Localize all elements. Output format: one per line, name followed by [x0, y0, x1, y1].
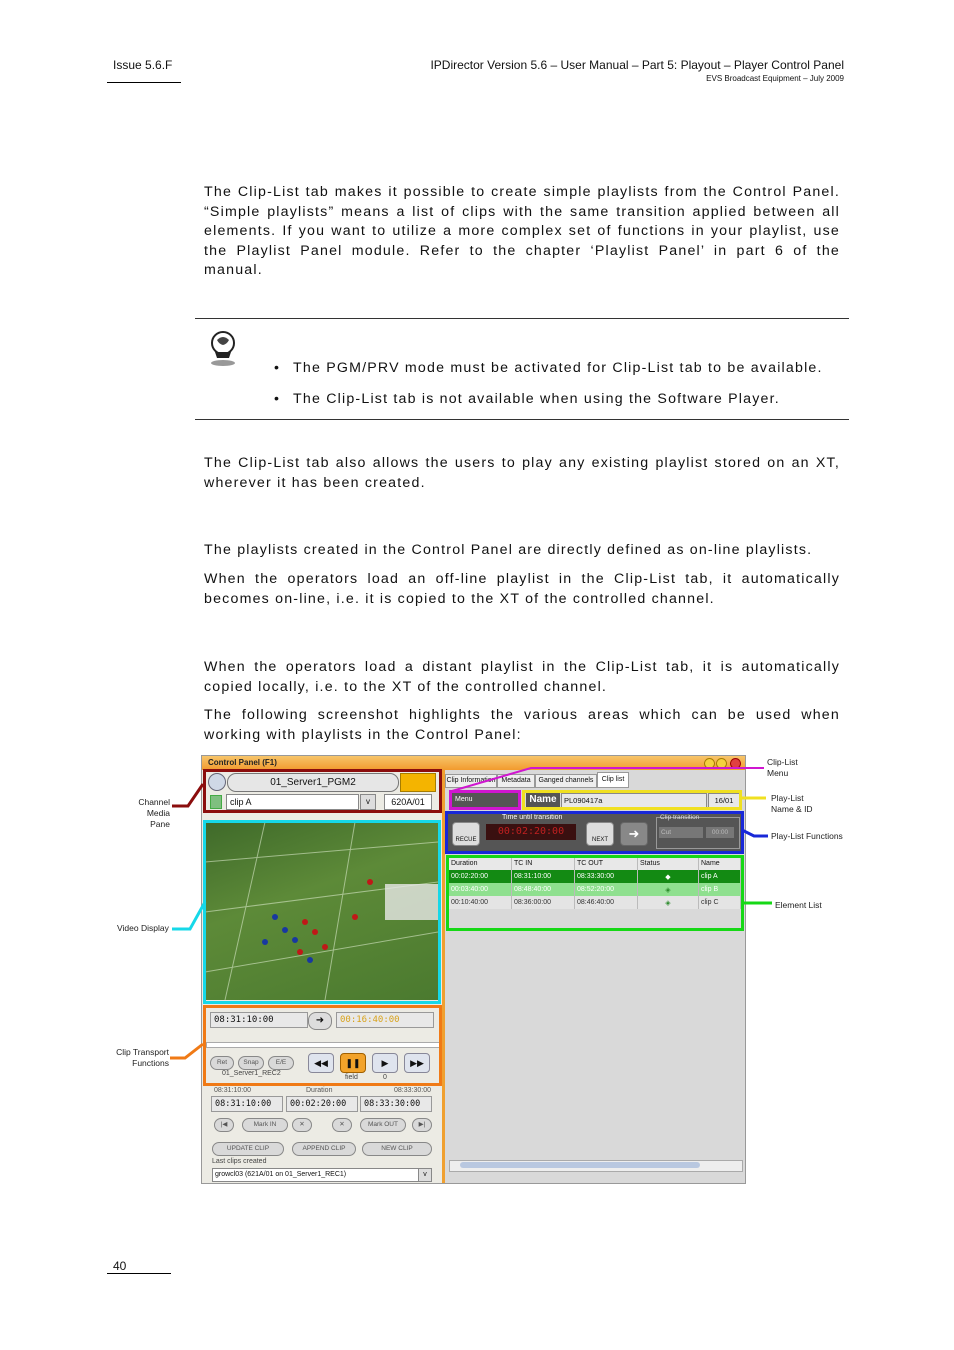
callout-video-display: Video Display: [117, 923, 169, 933]
row-name: clip A: [699, 870, 741, 883]
play-icon[interactable]: ▶: [372, 1053, 398, 1073]
current-timecode: 08:31:10:00: [210, 1012, 308, 1028]
snap-button[interactable]: Snap: [238, 1056, 264, 1070]
next-button[interactable]: NEXT: [586, 822, 614, 846]
out-tc-label: 08:33:30:00: [394, 1087, 431, 1094]
field-value: 0: [383, 1074, 387, 1081]
callout-clip-list-menu: Clip-List Menu: [767, 757, 798, 778]
last-clips-label: Last clips created: [212, 1158, 267, 1165]
column-name[interactable]: Name: [699, 857, 741, 870]
time-until-transition: 00:02:20:00: [486, 824, 576, 840]
clip-dropdown-icon[interactable]: v: [360, 794, 376, 810]
mark-in-button[interactable]: Mark IN: [242, 1118, 288, 1132]
tab-clip-information[interactable]: Clip Information: [445, 774, 497, 788]
callout-element-list: Element List: [775, 900, 822, 910]
out-timecode[interactable]: 08:33:30:00: [360, 1096, 432, 1112]
ret-button[interactable]: Ret: [210, 1056, 234, 1070]
column-status[interactable]: Status: [638, 857, 699, 870]
channel-name[interactable]: 01_Server1_PGM2: [227, 773, 399, 792]
column-duration[interactable]: Duration: [449, 857, 512, 870]
fast-forward-icon[interactable]: ▶▶: [404, 1053, 430, 1073]
callout-line-functions: [742, 830, 768, 836]
row-tc-out: 08:52:20:00: [575, 883, 638, 896]
clear-in-icon[interactable]: ✕: [292, 1118, 312, 1132]
paragraph-distant-playlist: When the operators load a distant playlist in the Clip-List tab, it is automatically copied locally, i.e. to the XT of the controlled channel.: [204, 659, 840, 695]
update-clip-button[interactable]: UPDATE CLIP: [212, 1142, 284, 1156]
document-title: IPDirector Version 5.6 – User Manual – Part 5: Playout – Player Control Panel: [430, 58, 844, 72]
clip-transition-select[interactable]: Cut: [659, 827, 703, 838]
tab-metadata[interactable]: Metadata: [497, 774, 535, 788]
row-duration: 00:03:40:00: [449, 883, 512, 896]
paragraph-screenshot-intro: The following screenshot highlights the various areas which can be used when working with playlists in the Control Panel:: [204, 707, 840, 743]
callout-line-channel: [172, 784, 203, 806]
column-tc-in[interactable]: TC IN: [512, 857, 575, 870]
goto-out-icon[interactable]: ▶|: [412, 1118, 432, 1132]
clip-transition-label: Clip transition: [660, 814, 700, 821]
callout-line-video: [172, 902, 205, 929]
clip-name-field[interactable]: clip A: [226, 794, 359, 810]
clip-id-field: 620A/01: [384, 794, 432, 810]
tab-clip-list[interactable]: Clip list: [597, 772, 629, 788]
last-clip-dropdown-icon[interactable]: v: [418, 1168, 432, 1182]
duration-label: Duration: [306, 1087, 333, 1094]
remaining-timecode: 00:16:40:00: [336, 1012, 434, 1028]
column-tc-out[interactable]: TC OUT: [575, 857, 638, 870]
callout-clip-transport: Clip Transport Functions: [116, 1047, 169, 1068]
footer-rule: [107, 1273, 171, 1274]
new-clip-button[interactable]: NEW CLIP: [362, 1142, 432, 1156]
row-duration: 00:02:20:00: [449, 870, 512, 883]
row-duration: 00:10:40:00: [449, 896, 512, 909]
mark-out-button[interactable]: Mark OUT: [360, 1118, 406, 1132]
append-clip-button[interactable]: APPEND CLIP: [292, 1142, 356, 1156]
paragraph-existing-playlist: The Clip-List tab also allows the users to play any existing playlist stored on an XT, wherever it has been created.: [204, 455, 840, 491]
row-name: clip C: [699, 896, 741, 909]
callout-playlist-name-id: Play-List Name & ID: [771, 793, 813, 814]
time-until-transition-label: Time until transition: [502, 814, 563, 821]
row-tc-out: 08:46:40:00: [575, 896, 638, 909]
field-label: field: [345, 1074, 358, 1081]
recue-button[interactable]: RECUE: [452, 822, 480, 846]
status-loaded-icon: ◈: [638, 883, 699, 896]
note-bullet-2: • The Clip-List tab is not available when using the Software Player.: [276, 391, 780, 407]
clear-out-icon[interactable]: ✕: [332, 1118, 352, 1132]
note-bullet-1: • The PGM/PRV mode must be activated for Clip-List tab to be available.: [276, 360, 823, 376]
playlist-id-field: 16/01: [708, 793, 740, 808]
paragraph-online-playlists: The playlists created in the Control Panel are directly defined as on-line playlists.: [204, 542, 813, 558]
next-arrow-icon[interactable]: ➜: [620, 822, 648, 846]
row-name: clip B: [699, 883, 741, 896]
duration-timecode[interactable]: 00:02:20:00: [286, 1096, 358, 1112]
row-tc-in: 08:48:40:00: [512, 883, 575, 896]
in-tc-label: 08:31:10:00: [214, 1087, 251, 1094]
rewind-icon[interactable]: ◀◀: [308, 1053, 334, 1073]
paragraph-intro: The Clip-List tab makes it possible to create simple playlists from the Control Panel. “Simple playlists” means a list of clips with the same transition applied between all elements. If you want to utilize a more complex set of functions in your playlist, use the Playlist Panel module. Refer to the chapter ‘Playlist Panel’ in part 6 of the manual.: [204, 184, 840, 278]
callout-line-transport: [170, 1044, 203, 1058]
row-tc-in: 08:31:10:00: [512, 870, 575, 883]
row-tc-in: 08:36:00:00: [512, 896, 575, 909]
callout-line-menu: [452, 768, 764, 791]
menu-button[interactable]: Menu: [451, 792, 519, 808]
playlist-name-field[interactable]: PL090417a: [561, 793, 707, 808]
row-tc-out: 08:33:30:00: [575, 870, 638, 883]
ee-button[interactable]: E/E: [268, 1056, 294, 1070]
window-title: Control Panel (F1): [208, 758, 277, 767]
tab-ganged-channels[interactable]: Ganged channels: [535, 774, 597, 788]
record-source: 01_Server1_REC2: [222, 1070, 281, 1077]
callout-playlist-functions: Play-List Functions: [771, 831, 843, 841]
clip-transition-duration[interactable]: 00:00: [706, 827, 734, 838]
page-number: 40: [113, 1259, 127, 1273]
paragraph-offline-playlist: When the operators load an off-line playlist in the Clip-List tab, it automatically becomes on-line, i.e. it is copied to the XT of the controlled channel.: [204, 571, 840, 607]
last-clip-select[interactable]: growcl03 (621A/01 on 01_Server1_REC1): [212, 1168, 422, 1182]
playlist-name-label: Name: [526, 792, 560, 808]
issue-label: Issue 5.6.F: [113, 58, 173, 72]
document-subtitle: EVS Broadcast Equipment – July 2009: [706, 74, 844, 83]
goto-arrow-icon[interactable]: ➜: [308, 1012, 332, 1030]
status-play-icon: ◆: [638, 870, 699, 883]
in-timecode[interactable]: 08:31:10:00: [211, 1096, 283, 1112]
goto-in-icon[interactable]: |◀: [214, 1118, 234, 1132]
callout-channel-media-pane: Channel Media Pane: [138, 797, 170, 829]
status-loaded-icon: ◈: [638, 896, 699, 909]
pause-icon[interactable]: ❚❚: [340, 1053, 366, 1073]
